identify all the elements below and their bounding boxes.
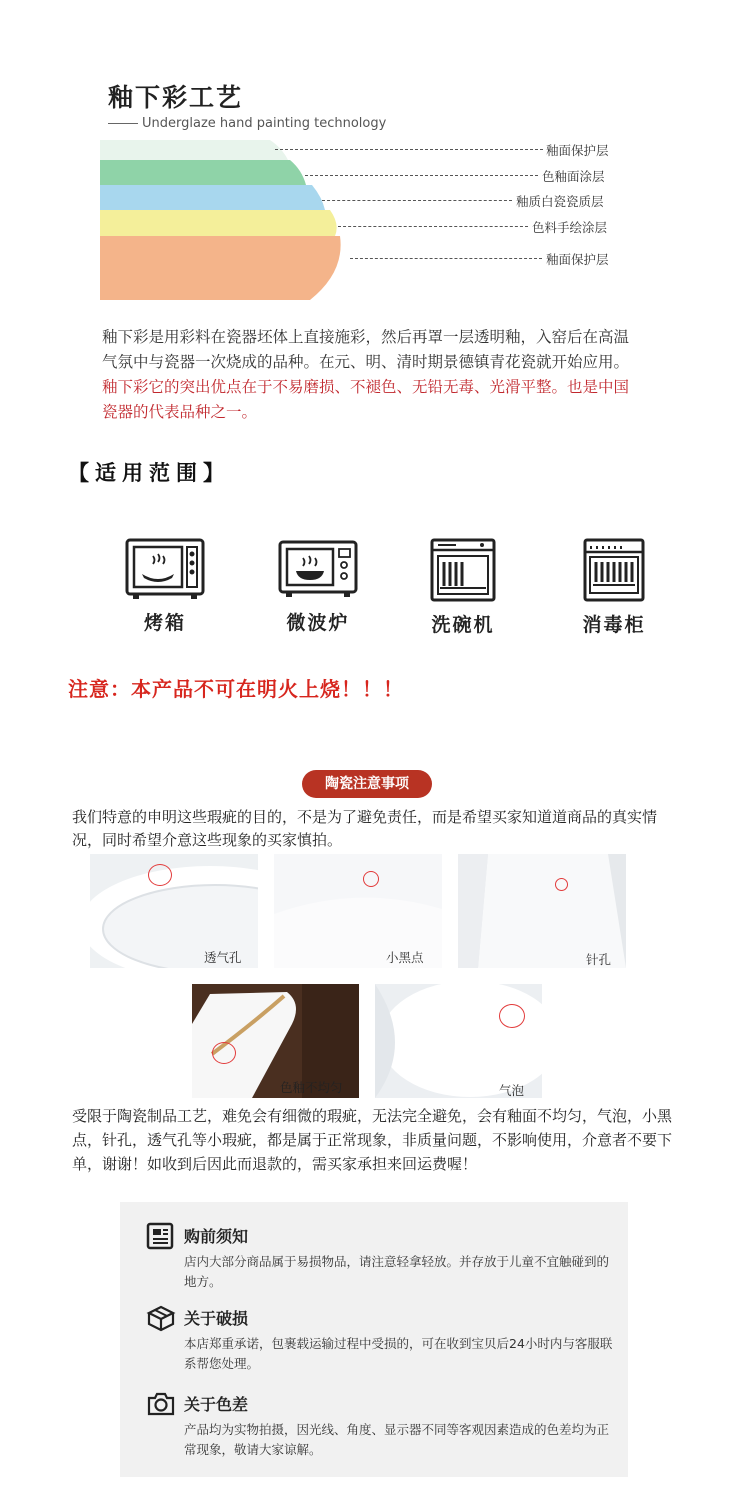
purchase-notice-panel: [120, 1202, 628, 1477]
layer-label-3: 釉质白瓷瓷质层: [516, 194, 604, 209]
disinfection-cabinet-icon: [583, 538, 645, 602]
subtitle-text: Underglaze hand painting technology: [142, 116, 387, 131]
layer-label-1: 釉面保护层: [546, 143, 609, 158]
defect-marker: [148, 864, 172, 886]
ceramic-notes-badge: 陶瓷注意事项: [302, 770, 432, 798]
layer-leader-line-2: [305, 175, 538, 176]
defect-caption-pinhole: 针孔: [586, 952, 612, 967]
defect-caption-black-spot: 小黑点: [386, 950, 424, 965]
layer-shape-3: [100, 185, 325, 210]
ceramic-notes-outro: 受限于陶瓷制品工艺，难免会有细微的瑕疵，无法完全避免，会有釉面不均匀，气泡，小黑点，针孔，透气孔等小瑕疵，都是属于正常现象，非质量问题，不影响使用，介意者不要下单，谢谢！如收到后因此而退款的，需买家承担来回运费喔！: [72, 1107, 673, 1173]
underglaze-description: [102, 325, 642, 425]
oven-icon: [125, 538, 205, 600]
defect-photo-vent-hole: [90, 854, 258, 968]
layer-leader-line-5: [350, 258, 542, 259]
defect-photo-black-spot: [274, 854, 442, 968]
defect-photo-bubble: [375, 984, 542, 1098]
appliance-microwave: [258, 538, 378, 635]
underglaze-description-highlight: 釉下彩它的突出优点在于不易磨损、不褪色、无铅无毒、光滑平整。也是中国瓷器的代表品种之一。: [102, 378, 630, 421]
ceramic-notes-intro: 我们特意的申明这些瑕疵的目的，不是为了避免责任，而是希望买家知道道商品的真实情况，同时希望介意这些现象的买家慎拍。: [72, 808, 658, 849]
layer-shape-2: [100, 160, 306, 185]
appliance-label-disinfection-cabinet: 消毒柜: [582, 614, 646, 636]
defect-marker: [499, 1004, 525, 1028]
defect-caption-uneven-glaze: 色釉不均匀: [280, 1080, 343, 1095]
appliance-oven: [105, 538, 225, 635]
layer-label-2: 色釉面涂层: [542, 169, 605, 184]
microwave-icon: [278, 538, 358, 600]
layer-shape-1: [100, 140, 288, 160]
layer-leader-line-3: [322, 200, 512, 201]
camera-icon: [146, 1390, 176, 1418]
layer-leader-line-1: [275, 149, 543, 150]
subtitle-dash: [108, 123, 138, 124]
layer-label-4: 色料手绘涂层: [532, 220, 608, 235]
defect-marker: [555, 878, 568, 891]
defect-photo-pinhole: [458, 854, 626, 968]
appliance-disinfection-cabinet: [554, 538, 674, 637]
defect-caption-vent-hole: 透气孔: [204, 950, 242, 965]
appliance-label-dishwasher: 洗碗机: [431, 614, 495, 636]
layer-shape-4: [100, 210, 337, 236]
section-title-underglaze: 釉下彩工艺: [108, 83, 244, 112]
notice-heading-damage: 关于破损: [184, 1309, 249, 1328]
underglaze-description-normal: 釉下彩是用彩料在瓷器坯体上直接施彩，然后再罩一层透明釉，入窑后在高温气氛中与瓷器一次烧成的品种。在元、明、清时期景德镇青花瓷就开始应用。: [102, 328, 630, 371]
notice-body-damage: 本店郑重承诺，包裹载运输过程中受损的，可在收到宝贝后24小时内与客服联系帮您处理。: [184, 1336, 613, 1371]
appliance-dishwasher: [403, 538, 523, 637]
defect-marker: [363, 871, 379, 887]
layer-shape-5: [100, 236, 341, 300]
defect-photo-uneven-glaze: [192, 984, 359, 1098]
layer-label-5: 釉面保护层: [546, 252, 609, 267]
notice-body-before-purchase: 店内大部分商品属于易损物品，请注意轻拿轻放。并存放于儿童不宜触碰到的地方。: [184, 1254, 610, 1289]
glaze-layers-diagram: [100, 140, 660, 300]
section-subtitle-underglaze: [108, 116, 386, 131]
dishwasher-icon: [430, 538, 496, 602]
notice-heading-color-difference: 关于色差: [184, 1395, 249, 1414]
appliance-label-oven: 烤箱: [143, 612, 186, 634]
defect-caption-bubble: 气泡: [499, 1083, 525, 1098]
document-icon: [146, 1222, 176, 1250]
package-icon: [146, 1304, 176, 1332]
scope-title: 【适用范围】: [68, 461, 230, 485]
notice-body-color-difference: 产品均为实物拍摄，因光线、角度、显示器不同等客观因素造成的色差均为正常现象，敬请大家谅解。: [184, 1422, 610, 1457]
appliance-label-microwave: 微波炉: [286, 612, 350, 634]
notice-heading-before-purchase: 购前须知: [184, 1227, 249, 1246]
layer-leader-line-4: [338, 226, 528, 227]
defect-marker: [212, 1042, 236, 1064]
open-flame-warning: 注意：本产品不可在明火上烧！！！: [68, 677, 404, 701]
